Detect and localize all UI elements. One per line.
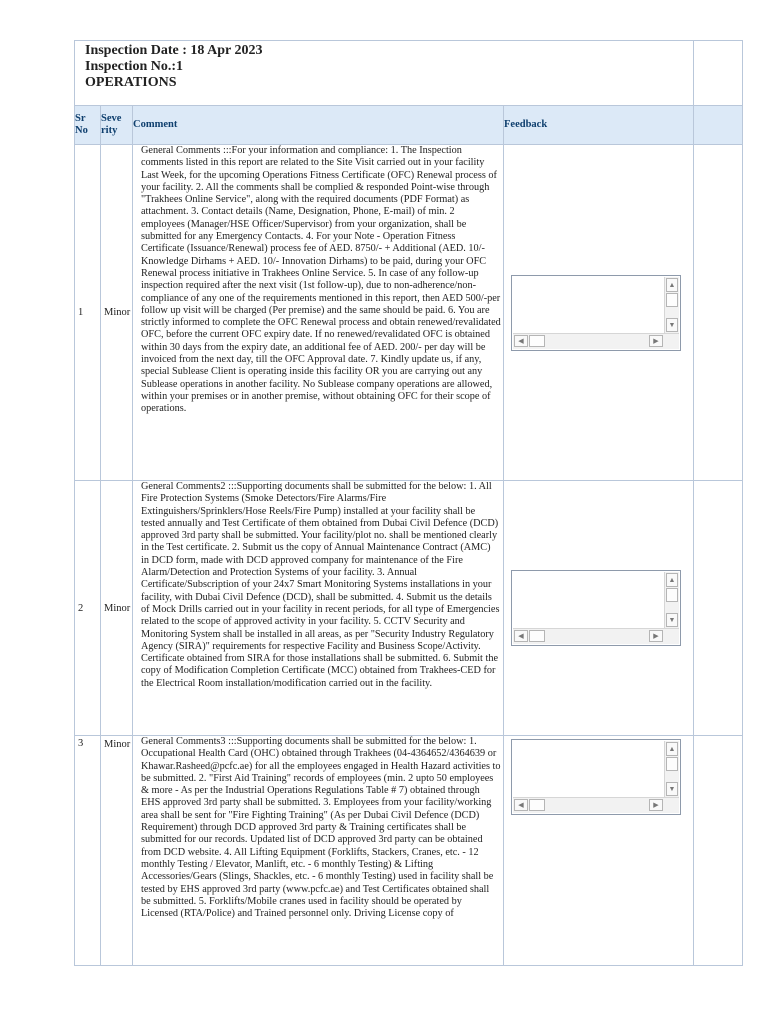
horizontal-scrollbar[interactable] [513, 628, 679, 644]
vertical-scrollbar[interactable] [664, 572, 679, 628]
scrollbar-thumb[interactable] [666, 293, 678, 307]
comment-cell: General Comments :::For your information and compliance: 1. The Inspection comments listed in this report are related to the Site Visit carried out in your facility Last Week, for the upcoming Operations Fitness Certificate (OFC) Renewal process of your facility. 2. All the comments shall be complied & responded Point-wise through "Trakhees Online Service", along with the required documents (PDF Format) as attachment. 3. Contact details (Name, Designation, Phone, E-mail) of min. 2 employees (Manager/HSE Officer/Supervisor) from your organization, shall be submitted for any Emergency Contacts. 4. For your Note - Operation Fitness Certificate (Issuance/Renewal) process fee of AED. 8750/- + Additional (AED. 10/- Knowledge Dirhams + AED. 10/- Innovation Dirhams) to be paid, during your OFC Renewal process initiative in Trakhees Online Service. 5. In case of any follow-up inspection required after the next visit (1st follow-up), due to non-adherence/non-compliance of any one of the requirements mentioned in this report, then AED 500/-per follow up visit will be charged (Per premise) and the same should be paid. 6. You are strictly informed to complete the OFC Renewal process and obtain renewed/revalidated OFC, before the current OFC expiry date. If no renewed/revalidated OFC is obtained within 30 days from the expiry date, an additional fee of AED. 200/- per day will be invoiced from the next day, till the OFC Approval date. 7. Kindly update us, if any, special Sublease Client is operating inside this facility OR you are carrying out any Sublease operations in another facility. No Sublease company operations are allowed, within your premises or in another premise, without obtaining OFC for their scope of operations. [133, 145, 504, 481]
arrow-down-icon[interactable]: ▼ [666, 613, 678, 627]
arrow-up-icon[interactable]: ▲ [666, 742, 678, 756]
column-header-feedback: Feedback [504, 106, 694, 145]
scrollbar-thumb[interactable] [529, 335, 545, 347]
comment-text: General Comments3 :::Supporting documents shall be submitted for the below: 1. Occupational Health Card (OHC) obtained through Trakhees (04-4364652/4364639 or Khawar.Rasheed@pcfc.ae) for all the employees engaged in Health Hazard activities to be submitted. 2. "First Aid Training" records of employees (min. 2 upto 50 employees & more - As per the Industrial Operations Regulations Table # 7) obtained through EHS approved 3rd party shall be submitted. 3. Employees from your facility/working area shall be sent for "Fire Fighting Training" (As per Dubai Civil Defence (DCD) Requirement) through DCD approved 3rd party & Training certificates shall be submitted for our records. Updated list of DCD approved 3rd party can be obtained from DCD website. 4. All Lifting Equipment (Forklifts, Stackers, Cranes, etc. - 12 monthly Testing / Elevator, Manlift, etc. - 6 monthly Testing) & Lifting Accessories/Gears (Slings, Shackles, etc. - 6 monthly Testing) used in facility shall be tested by EHS approved 3rd party (www.pcfc.ae) and Test Certificates obtained shall be submitted. 5. Forklifts/Mobile cranes used in facility should be operated by Licensed (RTA/Police) and Trained personnel only. Driving License copy of [141, 736, 501, 920]
arrow-up-icon[interactable]: ▲ [666, 278, 678, 292]
arrow-left-icon[interactable]: ◀ [514, 799, 528, 811]
table-row [75, 736, 743, 966]
sr-no-cell: 2 [75, 481, 101, 736]
blank-cell [694, 481, 743, 736]
inspection-date: Inspection Date : 18 Apr 2023 [85, 43, 263, 58]
arrow-right-icon[interactable]: ▶ [649, 799, 663, 811]
horizontal-scrollbar[interactable] [513, 797, 679, 813]
arrow-down-icon[interactable]: ▼ [666, 782, 678, 796]
comment-cell: General Comments2 :::Supporting documents shall be submitted for the below: 1. All Fire Protection Systems (Smoke Detectors/Fire Alarms/Fire Extinguishers/Sprinklers/Hose Reels/Fire Pump) installed at your facility shall be tested annually and Test Certificate of them obtained from Dubai Civil Defence (DCD) approved 3rd party shall be submitted. Your facility/plot no. shall be mentioned clearly in the Test certificate. 2. Submit us the copy of Annual Maintenance Contract (AMC) in DCD form, made with DCD approved company for maintenance of the Fire Alarm/Detection and Protection Systems of your facility. 3. Annual Certificate/Subscription of your 24x7 Smart Monitoring Systems installations in your facility, with Dubai Civil Defence (DCD), shall be submitted. 4. Submit us the details of Mock Drills carried out in your facility in recent periods, for all type of Emergencies related to the scope of approved activity in your facility. 5. CCTV Security and Monitoring System shall be installed in all areas, as per "Security Industry Regulatory Agency (SIRA)" requirements for respective Facility and Business Scope/Activity. Certificate obtained from SIRA for those installations shall be submitted. 6. Submit the copy of Modification Completion Certificate (MCC) obtained from Trakhees-CED for the Electrical Room installation/modification carried out in the facility. [133, 481, 504, 736]
blank-cell [694, 145, 743, 481]
sr-no-cell: 1 [75, 145, 101, 481]
section-title: OPERATIONS [85, 75, 177, 90]
arrow-down-icon[interactable]: ▼ [666, 318, 678, 332]
scrollbar-thumb[interactable] [529, 630, 545, 642]
severity-cell: Minor [101, 736, 133, 966]
inspection-number: Inspection No.:1 [85, 59, 184, 74]
inspection-table [74, 40, 743, 966]
vertical-scrollbar[interactable] [664, 741, 679, 797]
feedback-cell [504, 736, 694, 966]
table-row [75, 145, 743, 481]
blank-cell [694, 736, 743, 966]
arrow-right-icon[interactable]: ▶ [649, 335, 663, 347]
arrow-left-icon[interactable]: ◀ [514, 335, 528, 347]
column-header-row [75, 106, 743, 145]
table-row [75, 481, 743, 736]
feedback-textarea[interactable] [511, 275, 681, 351]
vertical-scrollbar[interactable] [664, 277, 679, 333]
horizontal-scrollbar[interactable] [513, 333, 679, 349]
column-header-blank [694, 106, 743, 145]
column-header-severity: Seve rity [101, 106, 133, 145]
inspection-header-row [75, 41, 743, 106]
feedback-cell [504, 481, 694, 736]
blank-cell [694, 41, 743, 106]
arrow-right-icon[interactable]: ▶ [649, 630, 663, 642]
severity-cell: Minor [101, 481, 133, 736]
comment-cell [133, 736, 504, 966]
feedback-cell [504, 145, 694, 481]
arrow-up-icon[interactable]: ▲ [666, 573, 678, 587]
feedback-textarea[interactable] [511, 570, 681, 646]
scrollbar-thumb[interactable] [666, 588, 678, 602]
arrow-left-icon[interactable]: ◀ [514, 630, 528, 642]
feedback-textarea[interactable] [511, 739, 681, 815]
inspection-header [75, 41, 694, 106]
scrollbar-thumb[interactable] [529, 799, 545, 811]
column-header-comment: Comment [133, 106, 504, 145]
scrollbar-thumb[interactable] [666, 757, 678, 771]
severity-cell: Minor [101, 145, 133, 481]
sr-no-cell: 3 [75, 736, 101, 966]
column-header-sr-no: Sr No [75, 106, 101, 145]
